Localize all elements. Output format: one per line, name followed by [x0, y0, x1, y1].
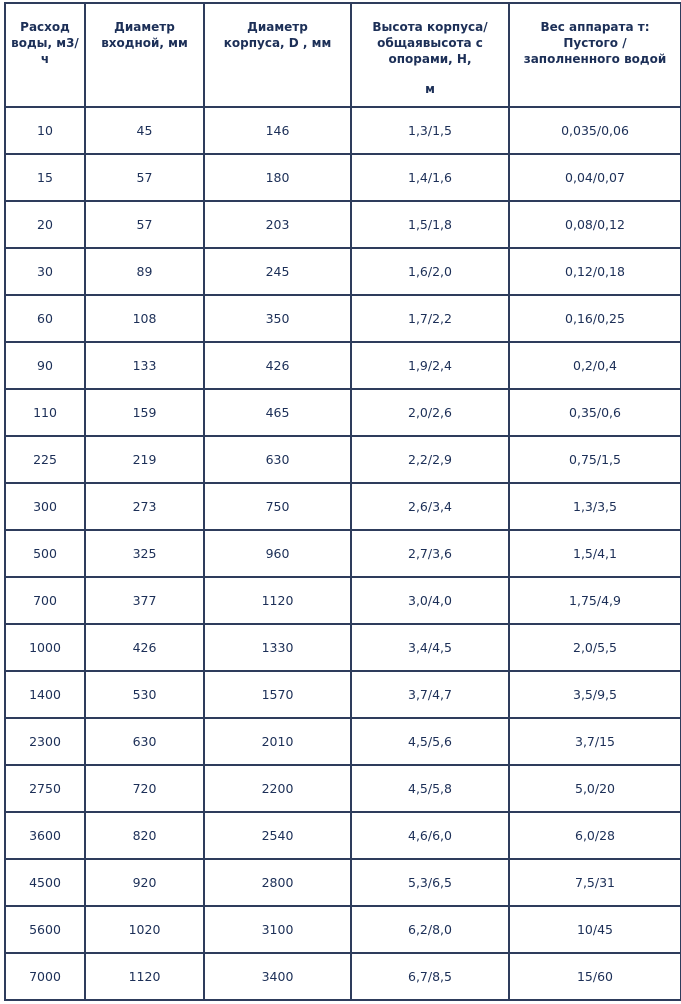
cell-body-height: 1,5/1,8 — [351, 201, 509, 248]
cell-weight: 3,5/9,5 — [509, 671, 681, 718]
cell-inlet-diameter: 426 — [85, 624, 204, 671]
cell-inlet-diameter: 273 — [85, 483, 204, 530]
cell-flow-rate: 60 — [5, 295, 85, 342]
cell-body-diameter: 426 — [204, 342, 351, 389]
table-row — [5, 295, 681, 342]
table-row — [5, 624, 681, 671]
cell-inlet-diameter: 108 — [85, 295, 204, 342]
table-row — [5, 906, 681, 953]
table-row — [5, 953, 681, 1000]
cell-body-height: 2,7/3,6 — [351, 530, 509, 577]
cell-body-height: 5,3/6,5 — [351, 859, 509, 906]
header-body-height — [351, 3, 509, 107]
cell-inlet-diameter: 89 — [85, 248, 204, 295]
cell-body-diameter: 245 — [204, 248, 351, 295]
cell-inlet-diameter: 820 — [85, 812, 204, 859]
cell-inlet-diameter: 1020 — [85, 906, 204, 953]
table-row — [5, 530, 681, 577]
cell-inlet-diameter: 377 — [85, 577, 204, 624]
cell-body-diameter: 1330 — [204, 624, 351, 671]
cell-flow-rate: 1000 — [5, 624, 85, 671]
cell-inlet-diameter: 720 — [85, 765, 204, 812]
table-row — [5, 671, 681, 718]
cell-body-height: 3,4/4,5 — [351, 624, 509, 671]
cell-body-diameter: 2200 — [204, 765, 351, 812]
specification-table — [4, 2, 681, 1001]
cell-body-height: 1,6/2,0 — [351, 248, 509, 295]
table-row — [5, 483, 681, 530]
cell-body-height: 4,5/5,6 — [351, 718, 509, 765]
header-body-height-text: Высота корпуса/ общаявысота с опорами, Н, — [372, 20, 488, 66]
cell-inlet-diameter: 630 — [85, 718, 204, 765]
cell-inlet-diameter: 159 — [85, 389, 204, 436]
cell-weight: 0,035/0,06 — [509, 107, 681, 154]
cell-inlet-diameter: 1120 — [85, 953, 204, 1000]
cell-flow-rate: 20 — [5, 201, 85, 248]
cell-weight: 0,2/0,4 — [509, 342, 681, 389]
table-header — [5, 3, 681, 107]
cell-body-height: 1,7/2,2 — [351, 295, 509, 342]
cell-body-height: 3,7/4,7 — [351, 671, 509, 718]
cell-body-height: 2,0/2,6 — [351, 389, 509, 436]
table-row — [5, 859, 681, 906]
cell-body-diameter: 750 — [204, 483, 351, 530]
cell-weight: 0,12/0,18 — [509, 248, 681, 295]
cell-body-height: 2,2/2,9 — [351, 436, 509, 483]
table-body — [5, 107, 681, 1000]
table-row — [5, 201, 681, 248]
cell-weight: 0,08/0,12 — [509, 201, 681, 248]
cell-inlet-diameter: 325 — [85, 530, 204, 577]
cell-flow-rate: 2750 — [5, 765, 85, 812]
cell-flow-rate: 7000 — [5, 953, 85, 1000]
cell-body-diameter: 630 — [204, 436, 351, 483]
cell-weight: 1,5/4,1 — [509, 530, 681, 577]
cell-body-diameter: 2800 — [204, 859, 351, 906]
table-row — [5, 577, 681, 624]
header-weight: Вес аппарата т: Пустого / заполненного водой — [509, 3, 681, 107]
table-row — [5, 389, 681, 436]
cell-body-diameter: 1120 — [204, 577, 351, 624]
cell-weight: 0,35/0,6 — [509, 389, 681, 436]
cell-inlet-diameter: 57 — [85, 154, 204, 201]
cell-body-diameter: 350 — [204, 295, 351, 342]
table-row — [5, 248, 681, 295]
cell-weight: 3,7/15 — [509, 718, 681, 765]
cell-flow-rate: 3600 — [5, 812, 85, 859]
cell-body-diameter: 146 — [204, 107, 351, 154]
cell-inlet-diameter: 920 — [85, 859, 204, 906]
cell-body-height: 4,5/5,8 — [351, 765, 509, 812]
cell-weight: 0,04/0,07 — [509, 154, 681, 201]
cell-flow-rate: 10 — [5, 107, 85, 154]
table-row — [5, 718, 681, 765]
cell-body-height: 4,6/6,0 — [351, 812, 509, 859]
cell-flow-rate: 90 — [5, 342, 85, 389]
cell-flow-rate: 2300 — [5, 718, 85, 765]
cell-inlet-diameter: 45 — [85, 107, 204, 154]
cell-body-height: 6,2/8,0 — [351, 906, 509, 953]
cell-flow-rate: 225 — [5, 436, 85, 483]
cell-body-height: 2,6/3,4 — [351, 483, 509, 530]
cell-body-diameter: 180 — [204, 154, 351, 201]
cell-body-diameter: 3400 — [204, 953, 351, 1000]
header-body-height-unit: м — [425, 82, 435, 96]
cell-weight: 15/60 — [509, 953, 681, 1000]
cell-flow-rate: 700 — [5, 577, 85, 624]
cell-weight: 7,5/31 — [509, 859, 681, 906]
cell-body-height: 3,0/4,0 — [351, 577, 509, 624]
cell-flow-rate: 5600 — [5, 906, 85, 953]
cell-weight: 0,16/0,25 — [509, 295, 681, 342]
cell-flow-rate: 110 — [5, 389, 85, 436]
cell-inlet-diameter: 530 — [85, 671, 204, 718]
cell-weight: 5,0/20 — [509, 765, 681, 812]
table-row — [5, 342, 681, 389]
cell-inlet-diameter: 57 — [85, 201, 204, 248]
cell-inlet-diameter: 219 — [85, 436, 204, 483]
cell-flow-rate: 1400 — [5, 671, 85, 718]
cell-flow-rate: 30 — [5, 248, 85, 295]
header-inlet-diameter: Диаметр входной, мм — [85, 3, 204, 107]
cell-body-diameter: 1570 — [204, 671, 351, 718]
cell-weight: 2,0/5,5 — [509, 624, 681, 671]
cell-body-diameter: 960 — [204, 530, 351, 577]
cell-body-height: 6,7/8,5 — [351, 953, 509, 1000]
table-row — [5, 765, 681, 812]
cell-weight: 0,75/1,5 — [509, 436, 681, 483]
table-row — [5, 107, 681, 154]
cell-body-height: 1,3/1,5 — [351, 107, 509, 154]
table-row — [5, 436, 681, 483]
header-body-diameter: Диаметр корпуса, D , мм — [204, 3, 351, 107]
table-row — [5, 154, 681, 201]
cell-weight: 6,0/28 — [509, 812, 681, 859]
cell-body-diameter: 203 — [204, 201, 351, 248]
cell-body-height: 1,9/2,4 — [351, 342, 509, 389]
cell-flow-rate: 500 — [5, 530, 85, 577]
cell-weight: 1,75/4,9 — [509, 577, 681, 624]
header-flow-rate: Расход воды, м3/ ч — [5, 3, 85, 107]
cell-body-diameter: 465 — [204, 389, 351, 436]
cell-weight: 1,3/3,5 — [509, 483, 681, 530]
table-row — [5, 812, 681, 859]
cell-flow-rate: 15 — [5, 154, 85, 201]
cell-inlet-diameter: 133 — [85, 342, 204, 389]
cell-body-height: 1,4/1,6 — [351, 154, 509, 201]
cell-body-diameter: 3100 — [204, 906, 351, 953]
cell-flow-rate: 300 — [5, 483, 85, 530]
cell-flow-rate: 4500 — [5, 859, 85, 906]
cell-body-diameter: 2540 — [204, 812, 351, 859]
cell-weight: 10/45 — [509, 906, 681, 953]
header-row — [5, 3, 681, 107]
cell-body-diameter: 2010 — [204, 718, 351, 765]
